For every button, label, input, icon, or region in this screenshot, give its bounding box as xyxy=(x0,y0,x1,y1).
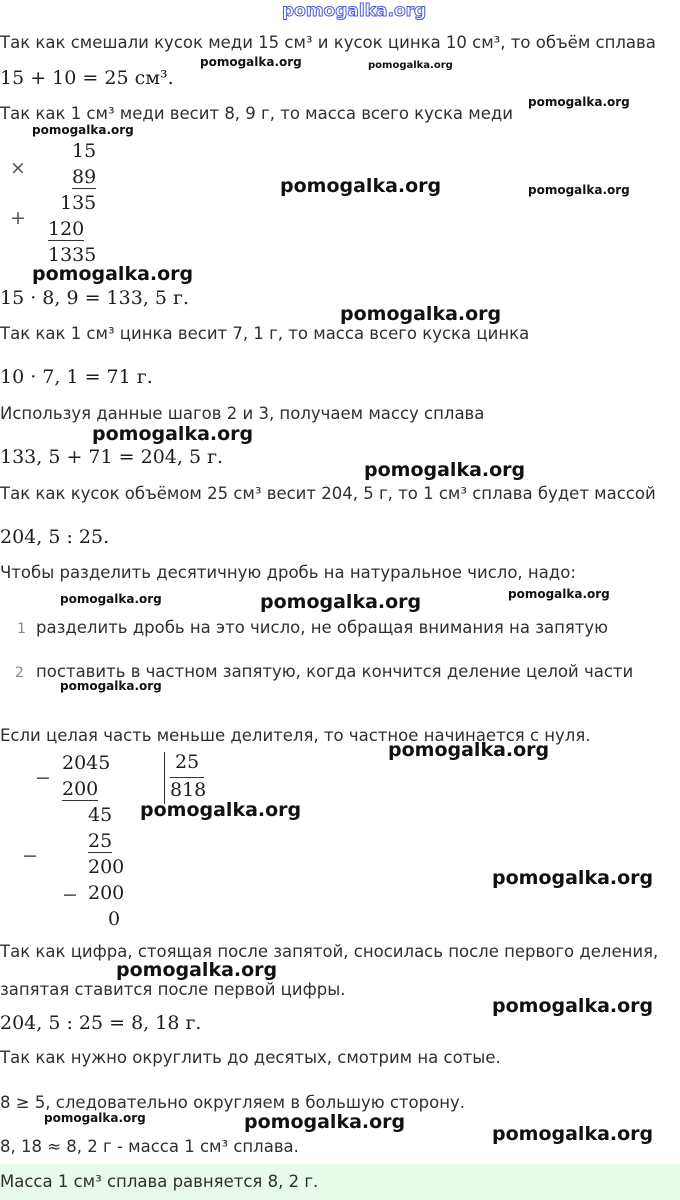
watermark: pomogalka.org xyxy=(492,867,654,889)
formula-zinc-mass: 10 · 7, 1 = 71 г. xyxy=(0,366,153,388)
mult-row-2: 89 xyxy=(72,166,97,188)
division-step: 200 xyxy=(88,882,125,904)
minus-sign: − xyxy=(35,767,51,789)
watermark: pomogalka.org xyxy=(92,423,254,445)
multiply-sign: × xyxy=(10,157,26,179)
list-text: поставить в частном запятую, когда кончится деление целой части xyxy=(36,662,634,681)
watermark: pomogalka.org xyxy=(388,739,550,761)
text-line-15: 8 ≥ 5, следовательно округляем в большую сторону. xyxy=(0,1093,466,1112)
text-line-11: Если целая часть меньше делителя, то частное начинается с нуля. xyxy=(0,726,591,745)
watermark: pomogalka.org xyxy=(44,1111,146,1125)
answer-banner xyxy=(0,1164,680,1200)
dividend: 2045 xyxy=(62,752,111,774)
mult-row-1: 15 xyxy=(72,140,97,162)
watermark: pomogalka.org xyxy=(508,587,610,601)
watermark: pomogalka.org xyxy=(492,1123,654,1145)
watermark: pomogalka.org xyxy=(340,303,502,325)
mult-row-3: 135 xyxy=(60,192,97,214)
text-line-10: Чтобы разделить десятичную дробь на натуральное число, надо: xyxy=(0,563,576,582)
watermark: pomogalka.org xyxy=(528,95,630,109)
watermark: pomogalka.org xyxy=(140,799,302,821)
division-step: 0 xyxy=(108,908,121,930)
formula-volume: 15 + 10 = 25 см³. xyxy=(0,67,174,89)
watermark: pomogalka.org xyxy=(280,175,442,197)
division-step: 200 xyxy=(88,856,125,878)
text-line-1: Так как смешали кусок меди 15 см³ и кусок цинка 10 см³, то объём сплава xyxy=(0,33,656,52)
text-line-12b: запятая ставится после первой цифры. xyxy=(0,980,346,999)
watermark: pomogalka.org xyxy=(260,591,422,613)
division-step: 200 xyxy=(62,778,99,800)
text-line-8: Так как кусок объёмом 25 см³ весит 204, 5 г, то 1 см³ сплава будет массой xyxy=(0,484,656,503)
formula-result: 204, 5 : 25 = 8, 18 г. xyxy=(0,1012,202,1034)
text-line-16: 8, 18 ≈ 8, 2 г - масса 1 см³ сплава. xyxy=(0,1137,299,1156)
text-line-6: Используя данные шагов 2 и 3, получаем массу сплава xyxy=(0,404,485,423)
list-number: 2 xyxy=(15,665,24,681)
text-line-2: Так как 1 см³ меди весит 8, 9 г, то масса всего куска меди xyxy=(0,104,514,123)
divisor: 25 xyxy=(175,751,200,773)
formula-alloy-mass: 133, 5 + 71 = 204, 5 г. xyxy=(0,446,224,468)
watermark: pomogalka.org xyxy=(60,592,162,606)
minus-sign: − xyxy=(62,884,78,906)
text-line-12a: Так как цифра, стоящая после запятой, сносилась после первого деления, xyxy=(0,942,659,961)
watermark: pomogalka.org xyxy=(368,60,453,71)
mult-row-4: 120 xyxy=(48,218,85,240)
plus-sign: + xyxy=(10,207,26,229)
division-step: 45 xyxy=(88,804,113,826)
formula-division: 204, 5 : 25. xyxy=(0,526,110,548)
watermark: pomogalka.org xyxy=(492,995,654,1017)
mult-result: 1335 xyxy=(48,244,97,266)
watermark: pomogalka.org xyxy=(244,1111,406,1133)
watermark: pomogalka.org xyxy=(528,183,630,197)
list-number: 1 xyxy=(17,621,26,637)
formula-copper-mass: 15 · 8, 9 = 133, 5 г. xyxy=(0,287,190,309)
quotient: 818 xyxy=(170,779,207,801)
list-text: разделить дробь на это число, не обращая внимания на запятую xyxy=(36,618,609,637)
watermark: pomogalka.org xyxy=(200,55,302,69)
watermark: pomogalka.org xyxy=(60,679,162,693)
watermark: pomogalka.org xyxy=(32,263,194,285)
answer-text: Масса 1 см³ сплава равняется 8, 2 г. xyxy=(0,1172,319,1191)
text-line-14: Так как нужно округлить до десятых, смотрим на сотые. xyxy=(0,1048,501,1067)
text-line-4: Так как 1 см³ цинка весит 7, 1 г, то масса всего куска цинка xyxy=(0,324,530,343)
watermark: pomogalka.org xyxy=(116,959,278,981)
division-step: 25 xyxy=(88,830,113,852)
minus-sign: − xyxy=(22,845,38,867)
division-bracket xyxy=(164,752,165,804)
watermark: pomogalka.org xyxy=(32,123,134,137)
divisor-line xyxy=(170,777,204,778)
watermark: pomogalka.org xyxy=(364,459,526,481)
site-logo: pomogalka.org xyxy=(282,1,427,21)
